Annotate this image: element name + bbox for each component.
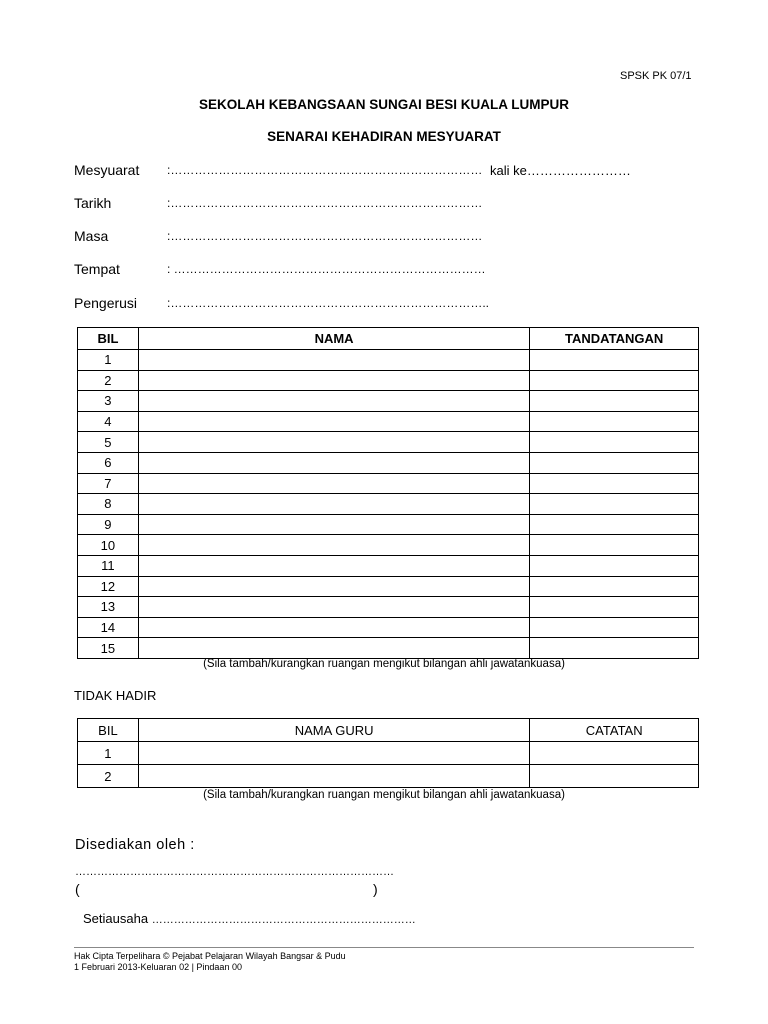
name-cell[interactable] [138,452,529,473]
field-dots-tempat: : …………………………………………………………………… [167,262,486,276]
table-row [78,597,699,618]
table-row [78,391,699,412]
signature-cell[interactable] [530,350,699,371]
remarks-cell[interactable] [530,765,699,788]
signature-cell[interactable] [530,370,699,391]
header-nama: NAMA [138,328,529,350]
row-number: 2 [78,370,139,391]
absent-header-row [78,719,699,742]
row-number: 8 [78,494,139,515]
secretary-line [83,911,416,926]
signature-line: …………………………………………………………………………… [75,866,394,878]
header-tandatangan: TANDATANGAN [530,328,699,350]
row-number: 12 [78,576,139,597]
table-row [78,473,699,494]
field-label-mesyuarat: Mesyuarat [74,162,140,178]
signature-cell[interactable] [530,514,699,535]
header-catatan: CATATAN [530,719,699,742]
secretary-label: Setiausaha [83,911,149,926]
signature-cell[interactable] [530,617,699,638]
field-label-tarikh: Tarikh [74,195,112,211]
signature-cell[interactable] [530,494,699,515]
field-label-pengerusi: Pengerusi [74,295,138,311]
table-row [78,576,699,597]
attendance-table [77,327,699,659]
table-row [78,535,699,556]
signature-cell[interactable] [530,432,699,453]
name-cell[interactable] [138,535,529,556]
field-dots-mesyuarat: :…………………………………………………………………… [167,163,483,177]
prepared-by-label: Disediakan oleh : [75,837,195,853]
name-cell[interactable] [138,473,529,494]
field-dots-pengerusi: :…………………………………………………………………….. [167,296,490,310]
table-note: (Sila tambah/kurangkan ruangan mengikut bilangan ahli jawatankuasa) [203,658,565,670]
document-title: SENARAI KEHADIRAN MESYUARAT [267,129,501,144]
table-row [78,432,699,453]
remarks-cell[interactable] [530,742,699,765]
signature-cell[interactable] [530,638,699,659]
name-paren-close: ) [373,881,378,897]
row-number: 1 [78,350,139,371]
name-cell[interactable] [138,494,529,515]
name-cell[interactable] [138,597,529,618]
name-cell[interactable] [138,617,529,638]
row-number: 11 [78,555,139,576]
row-number: 2 [78,765,139,788]
table-row [78,514,699,535]
table-row [78,411,699,432]
table-row [78,452,699,473]
table-note: (Sila tambah/kurangkan ruangan mengikut bilangan ahli jawatankuasa) [203,789,565,801]
header-bil: BIL [78,719,139,742]
row-number: 3 [78,391,139,412]
name-cell[interactable] [138,411,529,432]
row-number: 15 [78,638,139,659]
signature-cell[interactable] [530,411,699,432]
table-row [78,555,699,576]
form-code: SPSK PK 07/1 [620,70,692,82]
field-kali-ke: kali ke…………………… [490,163,631,178]
row-number: 4 [78,411,139,432]
name-cell[interactable] [138,391,529,412]
name-cell[interactable] [138,432,529,453]
field-label-tempat: Tempat [74,261,120,277]
teacher-name-cell[interactable] [138,742,530,765]
name-cell[interactable] [138,350,529,371]
table-row [78,350,699,371]
signature-cell[interactable] [530,452,699,473]
signature-cell[interactable] [530,535,699,556]
attendance-header-row [78,328,699,350]
name-cell[interactable] [138,638,529,659]
signature-cell[interactable] [530,391,699,412]
header-bil: BIL [78,328,139,350]
field-label-masa: Masa [74,228,109,244]
absent-table [77,718,699,788]
signature-cell[interactable] [530,597,699,618]
name-paren-open: ( [75,881,80,897]
signature-cell[interactable] [530,576,699,597]
field-dots-masa: :…………………………………………………………………… [167,229,483,243]
school-name: SEKOLAH KEBANGSAAN SUNGAI BESI KUALA LUMPUR [198,97,569,112]
secretary-dots: ……………………………………………………………… [151,914,416,926]
name-cell[interactable] [138,576,529,597]
name-cell[interactable] [138,555,529,576]
table-row [78,617,699,638]
absent-heading: TIDAK HADIR [74,688,157,703]
table-row [78,638,699,659]
table-row [78,765,699,788]
row-number: 6 [78,452,139,473]
header-nama-guru: NAMA GURU [138,719,530,742]
footer-divider [74,947,694,948]
row-number: 9 [78,514,139,535]
signature-cell[interactable] [530,555,699,576]
name-cell[interactable] [138,370,529,391]
table-row [78,370,699,391]
row-number: 13 [78,597,139,618]
row-number: 5 [78,432,139,453]
row-number: 7 [78,473,139,494]
row-number: 10 [78,535,139,556]
table-row [78,742,699,765]
name-cell[interactable] [138,514,529,535]
row-number: 14 [78,617,139,638]
table-row [78,494,699,515]
teacher-name-cell[interactable] [138,765,530,788]
footer-copyright: Hak Cipta Terpelihara © Pejabat Pelajaran Wilayah Bangsar & Pudu [74,951,346,961]
field-dots-tarikh: :…………………………………………………………………… [167,196,483,210]
row-number: 1 [78,742,139,765]
signature-cell[interactable] [530,473,699,494]
footer-release: 1 Februari 2013-Keluaran 02 | Pindaan 00 [74,962,242,972]
